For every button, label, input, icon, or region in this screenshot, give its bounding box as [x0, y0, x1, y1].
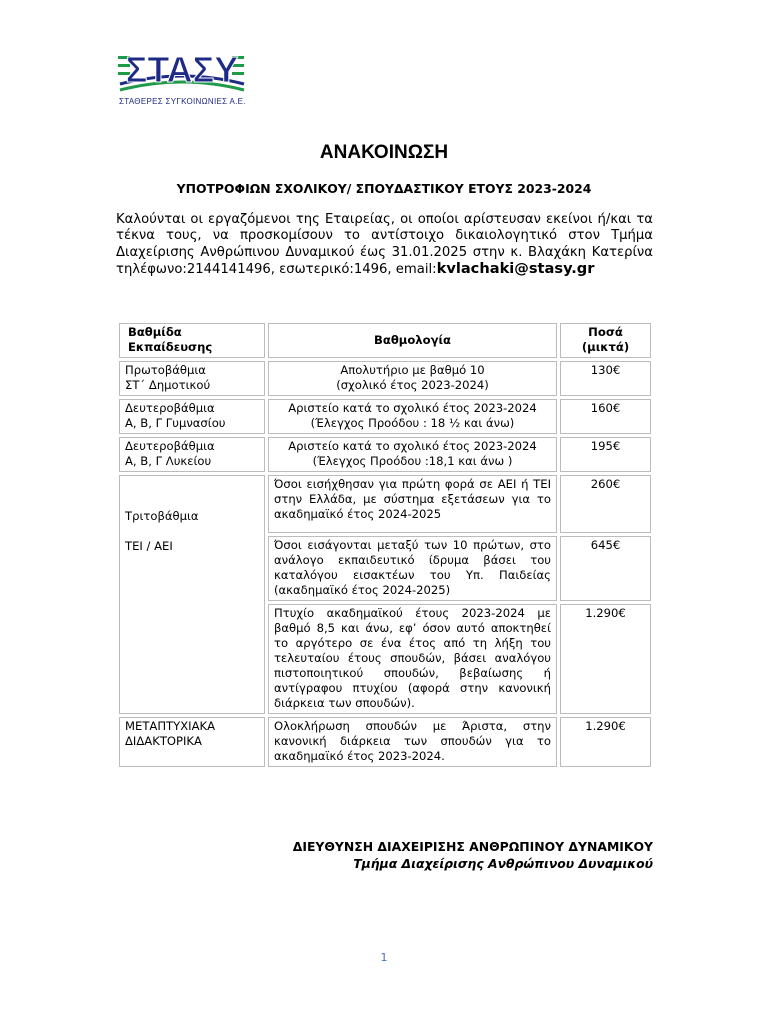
grade-cell: Ολοκλήρωση σπουδών με Άριστα, στην κανονική διάρκεια των σπουδών για το ακαδημαϊκό έτος 2023-2024. — [268, 717, 557, 767]
signature-line-section: Τμήμα Διαχείρισης Ανθρώπινου Δυναμικού — [353, 856, 653, 871]
level-line: ΜΕΤΑΠΤΥΧΙΑΚΑ — [125, 719, 216, 733]
level-cell — [119, 361, 265, 396]
amount-cell: 260€ — [560, 475, 651, 533]
grade-cell — [268, 361, 557, 396]
header-level-line: Βαθμίδα — [128, 325, 182, 339]
level-line: ΤΕΙ / ΑΕΙ — [125, 539, 173, 553]
table-header-row — [119, 323, 651, 358]
signature-block — [293, 838, 653, 872]
grade-line: (σχολικό έτος 2023-2024) — [336, 378, 489, 392]
level-line: ΣΤ΄ Δημοτικού — [125, 378, 211, 392]
intro-text: Καλούνται οι εργαζόμενοι της Εταιρείας, οι οποίοι αρίστευσαν εκείνοι ή/και τα τέκνα τους, να προσκομίσουν το αντίστοιχο δικαιολογητικό στον Τμήμα Διαχείρισης Ανθρώπινου Δυναμικού έως 31.01.2025 στην κ. Βλαχάκη Κατερίνα τηλέφωνο:2144141496, εσωτερικό:1496, email: — [116, 212, 653, 278]
intro-paragraph — [116, 212, 653, 279]
level-line: Α, Β, Γ Λυκείου — [125, 454, 212, 468]
grade-cell: Όσοι εισάγονται μεταξύ των 10 πρώτων, στο ανάλογο εκπαιδευτικό ίδρυμα βάσει του καταλόγου εισακτέων του Υπ. Παιδείας (ακαδημαϊκό έτος 2024-2025) — [268, 536, 557, 601]
grade-cell — [268, 399, 557, 434]
amount-cell: 1.290€ — [560, 604, 651, 714]
grade-line: Αριστείο κατά το σχολικό έτος 2023-2024 — [288, 439, 537, 453]
grade-cell — [268, 437, 557, 472]
grade-line: Αριστείο κατά το σχολικό έτος 2023-2024 — [288, 401, 537, 415]
level-line: Τριτοβάθμια — [125, 509, 199, 523]
header-level-line: Εκπαίδευσης — [128, 340, 213, 354]
page-title: ΑΝΑΚΟΙΝΩΣΗ — [319, 142, 449, 163]
level-cell — [119, 437, 265, 472]
contact-email-link[interactable]: kvlachaki@stasy.gr — [436, 260, 595, 278]
level-cell-tertiary — [119, 475, 265, 714]
amount-cell: 130€ — [560, 361, 651, 396]
level-cell — [119, 717, 265, 767]
header-amount-line: (μικτά) — [581, 340, 630, 354]
amount-cell: 1.290€ — [560, 717, 651, 767]
scholarship-table — [116, 320, 654, 770]
table-row — [119, 717, 651, 767]
amount-cell: 645€ — [560, 536, 651, 601]
level-line: Πρωτοβάθμια — [125, 363, 206, 377]
level-line: Δευτεροβάθμια — [125, 401, 215, 415]
table-row — [119, 475, 651, 533]
header-amount — [560, 323, 651, 358]
header-amount-line: Ποσά — [588, 325, 623, 339]
logo-wordmark: ΣΤΑΣΥ — [125, 49, 239, 90]
table-row — [119, 361, 651, 396]
header-level — [119, 323, 265, 358]
level-line: Δευτεροβάθμια — [125, 439, 215, 453]
level-cell — [119, 399, 265, 434]
grade-cell: Πτυχίο ακαδημαϊκού έτους 2023-2024 με βαθμό 8,5 και άνω, εφ’ όσον αυτό αποκτηθεί το αργότερο σε ένα έτος από τη λήξη του τελευταίου έτους σπουδών, βάσει αναλόγου πιστοποιητικού σπουδών, βεβαίωσης ή αντίγραφου πτυχίου (αφορά στην κανονική διάρκεια των σπουδών). — [268, 604, 557, 714]
signature-line-department: ΔΙΕΥΘΥΝΣΗ ΔΙΑΧΕΙΡΙΣΗΣ ΑΝΘΡΩΠΙΝΟΥ ΔΥΝΑΜΙΚΟΥ — [292, 839, 653, 854]
amount-cell: 195€ — [560, 437, 651, 472]
table-row — [119, 437, 651, 472]
grade-cell: Όσοι εισήχθησαν για πρώτη φορά σε ΑΕΙ ή ΤΕΙ στην Ελλάδα, με σύστημα εξετάσεων για το ακαδημαϊκό έτος 2024-2025 — [268, 475, 557, 533]
amount-cell: 160€ — [560, 399, 651, 434]
table-row — [119, 399, 651, 434]
header-grade: Βαθμολογία — [268, 323, 557, 358]
page-number: 1 — [380, 951, 388, 964]
logo-subtitle: ΣΤΑΘΕΡΕΣ ΣΥΓΚΟΙΝΩΝΙΕΣ Α.Ε. — [119, 97, 246, 106]
grade-line: Απολυτήριο με βαθμό 10 — [340, 363, 485, 377]
level-line: Α, Β, Γ Γυμνασίου — [125, 416, 226, 430]
grade-line: (Έλεγχος Προόδου :18,1 και άνω ) — [312, 454, 513, 468]
page-subtitle: ΥΠΟΤΡΟΦΙΩΝ ΣΧΟΛΙΚΟΥ/ ΣΠΟΥΔΑΣΤΙΚΟΥ ΕΤΟΥΣ 2023-2024 — [176, 181, 592, 196]
level-line: ΔΙΔΑΚΤΟΡΙΚΑ — [125, 734, 202, 748]
grade-line: (Έλεγχος Προόδου : 18 ½ και άνω) — [310, 416, 515, 430]
